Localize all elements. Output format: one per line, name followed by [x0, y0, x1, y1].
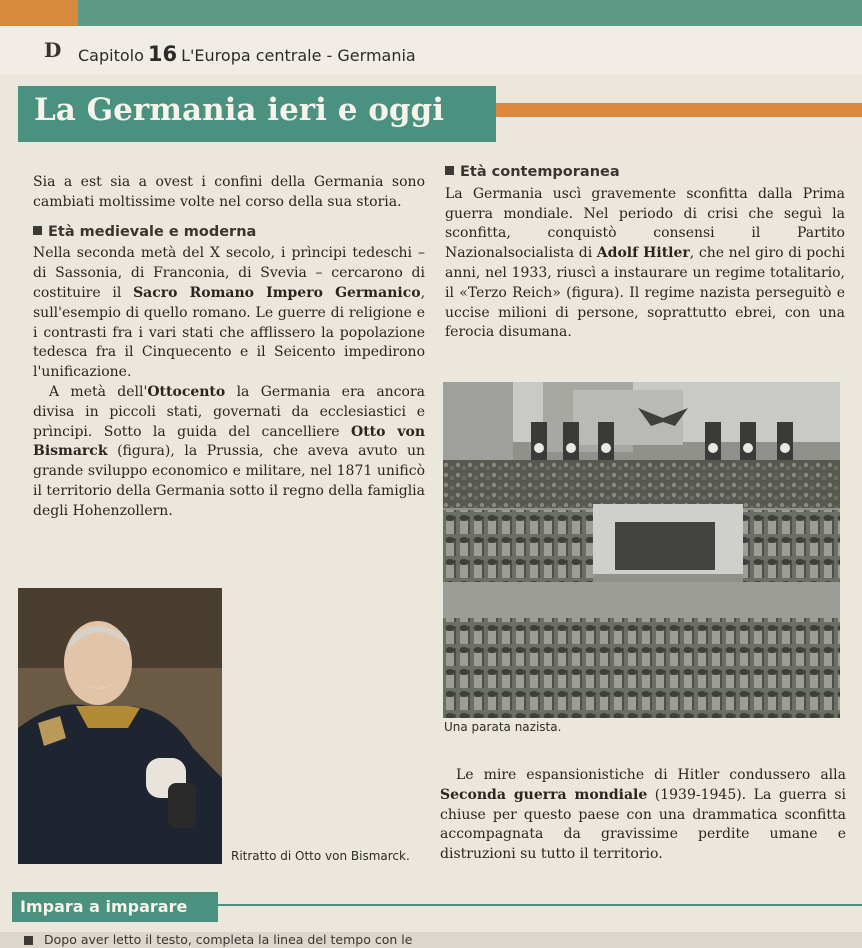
paragraph-medieval: Nella seconda metà del X secolo, i prìncipi tedeschi – di Sassonia, di Franconia, di Svevia – cercarono di costituire il Sacro Romano Impero Germanico, sull'esempio di quello romano. Le guerre di religione e i contrasti fra i vari stati che afflissero la popolazione tedesca fra il Cinquecento e il Seicento impedirono l'unificazione.	[33, 245, 426, 381]
bismarck-caption: Ritratto di Otto von Bismarck.	[231, 849, 410, 863]
exercise-heading-box	[12, 892, 218, 922]
chapter-label: Capitolo	[78, 46, 144, 65]
square-bullet-icon	[445, 166, 454, 175]
section-heading-contemporary: Età contemporanea	[445, 163, 845, 183]
paragraph-world-war-two: Le mire espansionistiche di Hitler condussero alla Seconda guerra mondiale (1939-1945). La guerra si chiuse per questo paese con una drammatica sconfitta accompagnata da gravissime perdite umane e distruzioni su tutto il territorio.	[440, 767, 846, 863]
exercise-instruction-strip	[0, 932, 862, 948]
parade-caption: Una parata nazista.	[444, 720, 562, 734]
paragraph-ottocento: A metà dell'Ottocento la Germania era ancora divisa in piccoli stati, governati da ecclesiastici e prìncipi. Sotto la guida del cancelliere Otto von Bismarck (figura), la Prussia, che aveva avuto un grande sviluppo economico e militare, nel 1871 unificò il territorio della Germania sotto il regno della famiglia degli Hohenzollern.	[33, 383, 425, 519]
page-title: La Germania ieri e oggi	[34, 92, 445, 128]
chapter-number: 16	[147, 42, 178, 66]
exercise-instruction: Dopo aver letto il testo, completa la linea del tempo con le	[44, 932, 413, 947]
intro-paragraph: Sia a est sia a ovest i confini della Germania sono cambiati moltissime volte nel corso della sua storia.	[33, 174, 425, 210]
left-text-column	[33, 173, 425, 522]
page-title-box	[18, 86, 496, 142]
chapter-subject: L'Europa centrale - Germania	[181, 46, 416, 65]
exercise-heading: Impara a imparare	[20, 897, 188, 916]
square-bullet-icon	[24, 936, 33, 945]
right-text-column-bottom	[440, 766, 846, 865]
unit-letter: D	[44, 38, 62, 62]
section-heading-medieval: Età medievale e moderna	[33, 223, 425, 243]
bismarck-portrait	[18, 588, 222, 864]
title-accent-line	[496, 103, 862, 117]
orange-corner-tab	[0, 0, 78, 26]
paragraph-contemporary: La Germania uscì gravemente sconfitta dalla Prima guerra mondiale. Nel periodo di crisi che seguì la sconfitta, conquistò consensi il Partito Nazionalsocialista di Adolf Hitler, che nel giro di pochi anni, nel 1933, riuscì a instaurare un regime totalitario, il «Terzo Reich» (figura). Il regime nazista perseguitò e uccise milioni di persone, soprattutto ebrei, con una ferocia disumana.	[445, 185, 845, 341]
right-text-column	[445, 163, 845, 343]
square-bullet-icon	[33, 226, 42, 235]
chapter-heading	[78, 42, 416, 66]
nazi-parade-photo	[443, 382, 840, 718]
exercise-rule-line	[218, 904, 862, 906]
top-color-band	[0, 0, 862, 26]
